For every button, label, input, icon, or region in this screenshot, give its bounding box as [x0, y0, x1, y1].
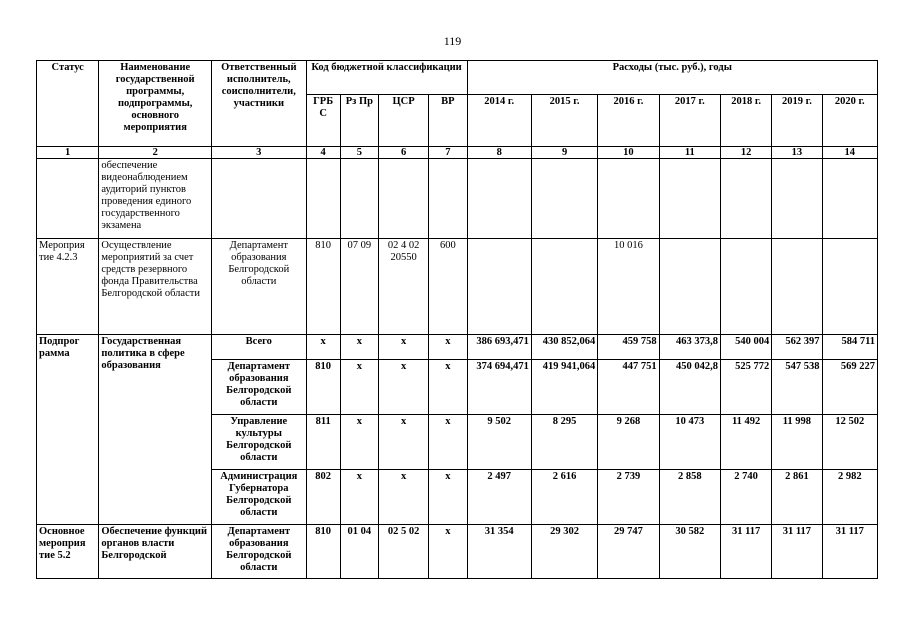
cell-vr: x: [429, 335, 467, 360]
header-csr: ЦСР: [378, 95, 428, 147]
cell-rzpr: [340, 159, 378, 239]
cell-value: 525 772: [720, 360, 771, 415]
cell-executor: Администрация Губернатора Белгородской области: [212, 470, 307, 525]
header-expenses: Расходы (тыс. руб.), годы: [467, 61, 878, 95]
cell-rzpr: x: [340, 470, 378, 525]
header-year: 2018 г.: [720, 95, 771, 147]
cell-rzpr: x: [340, 360, 378, 415]
cell-value: 30 582: [659, 525, 720, 579]
cell-value: 31 117: [822, 525, 877, 579]
column-number: 8: [467, 147, 531, 159]
header-name: Наименование государственной программы, подпрограммы, основного мероприятия: [99, 61, 212, 147]
cell-vr: 600: [429, 239, 467, 335]
cell-status: Подпрог рамма: [37, 335, 99, 525]
cell-value: 2 858: [659, 470, 720, 525]
cell-value: 419 941,064: [531, 360, 597, 415]
cell-vr: x: [429, 525, 467, 579]
column-number: 2: [99, 147, 212, 159]
table-row: [37, 159, 878, 239]
table-row: [37, 525, 878, 579]
cell-value: 31 117: [720, 525, 771, 579]
cell-vr: x: [429, 415, 467, 470]
column-number: 9: [531, 147, 597, 159]
cell-grbs: 810: [306, 525, 340, 579]
cell-executor: Департамент образования Белгородской области: [212, 360, 307, 415]
cell-grbs: 810: [306, 239, 340, 335]
cell-status: Мероприя тие 4.2.3: [37, 239, 99, 335]
header-grbs: ГРБ С: [306, 95, 340, 147]
cell-value: 9 502: [467, 415, 531, 470]
cell-value: 463 373,8: [659, 335, 720, 360]
cell-rzpr: x: [340, 335, 378, 360]
cell-csr: 02 4 02 20550: [378, 239, 428, 335]
cell-name: Обеспечение функций органов власти Белгородской: [99, 525, 212, 579]
header-year: 2020 г.: [822, 95, 877, 147]
cell-name: Осуществление мероприятий за счет средств резервного фонда Правительства Белгородской области: [99, 239, 212, 335]
header-year: 2015 г.: [531, 95, 597, 147]
cell-value: [772, 159, 822, 239]
column-number: 7: [429, 147, 467, 159]
cell-value: [720, 239, 771, 335]
cell-value: 12 502: [822, 415, 877, 470]
cell-csr: x: [378, 470, 428, 525]
header-year: 2017 г.: [659, 95, 720, 147]
cell-vr: [429, 159, 467, 239]
cell-value: 29 302: [531, 525, 597, 579]
column-number: 11: [659, 147, 720, 159]
cell-value: 8 295: [531, 415, 597, 470]
cell-value: 29 747: [598, 525, 659, 579]
cell-value: 569 227: [822, 360, 877, 415]
cell-name: обеспечение видеонаблюдением аудиторий пунктов проведения единого государственного экзамена: [99, 159, 212, 239]
table-row: [37, 335, 878, 360]
cell-executor: Департамент образования Белгородской области: [212, 525, 307, 579]
cell-value: [531, 239, 597, 335]
cell-value: 31 354: [467, 525, 531, 579]
cell-grbs: 811: [306, 415, 340, 470]
cell-value: [822, 159, 877, 239]
cell-executor: Всего: [212, 335, 307, 360]
header-year: 2019 г.: [772, 95, 822, 147]
cell-value: [467, 239, 531, 335]
cell-value: [822, 239, 877, 335]
cell-value: 386 693,471: [467, 335, 531, 360]
cell-value: 430 852,064: [531, 335, 597, 360]
cell-value: 584 711: [822, 335, 877, 360]
cell-value: 2 497: [467, 470, 531, 525]
cell-csr: [378, 159, 428, 239]
table-row: [37, 239, 878, 335]
column-number: 1: [37, 147, 99, 159]
cell-executor: Управление культуры Белгородской области: [212, 415, 307, 470]
cell-value: 547 538: [772, 360, 822, 415]
cell-rzpr: 07 09: [340, 239, 378, 335]
column-number: 5: [340, 147, 378, 159]
column-number: 14: [822, 147, 877, 159]
cell-grbs: 802: [306, 470, 340, 525]
cell-csr: x: [378, 335, 428, 360]
cell-value: 450 042,8: [659, 360, 720, 415]
cell-status: [37, 159, 99, 239]
cell-value: 2 740: [720, 470, 771, 525]
column-number: 10: [598, 147, 659, 159]
cell-value: 10 016: [598, 239, 659, 335]
cell-executor: [212, 159, 307, 239]
cell-value: 2 982: [822, 470, 877, 525]
header-vr: ВР: [429, 95, 467, 147]
column-number: 3: [212, 147, 307, 159]
cell-csr: 02 5 02: [378, 525, 428, 579]
cell-value: 10 473: [659, 415, 720, 470]
cell-value: [467, 159, 531, 239]
cell-value: [659, 239, 720, 335]
cell-value: 459 758: [598, 335, 659, 360]
cell-executor: Департамент образования Белгородской области: [212, 239, 307, 335]
cell-value: 2 616: [531, 470, 597, 525]
cell-name: Государственная политика в сфере образования: [99, 335, 212, 525]
header-executor: Ответственный исполнитель, соисполнители, участники: [212, 61, 307, 147]
column-number: 6: [378, 147, 428, 159]
cell-vr: x: [429, 360, 467, 415]
column-number: 12: [720, 147, 771, 159]
header-year: 2014 г.: [467, 95, 531, 147]
cell-csr: x: [378, 360, 428, 415]
header-budget-code: Код бюджетной классификации: [306, 61, 467, 95]
cell-value: 11 998: [772, 415, 822, 470]
cell-status: Основное мероприя тие 5.2: [37, 525, 99, 579]
cell-value: [720, 159, 771, 239]
cell-grbs: x: [306, 335, 340, 360]
cell-grbs: 810: [306, 360, 340, 415]
cell-vr: x: [429, 470, 467, 525]
cell-value: [659, 159, 720, 239]
cell-value: [772, 239, 822, 335]
cell-value: 9 268: [598, 415, 659, 470]
cell-value: [531, 159, 597, 239]
cell-csr: x: [378, 415, 428, 470]
cell-value: 447 751: [598, 360, 659, 415]
cell-value: 2 739: [598, 470, 659, 525]
cell-value: 540 004: [720, 335, 771, 360]
column-number: 4: [306, 147, 340, 159]
cell-value: [598, 159, 659, 239]
cell-rzpr: 01 04: [340, 525, 378, 579]
column-number-row: [37, 147, 878, 159]
column-number: 13: [772, 147, 822, 159]
cell-grbs: [306, 159, 340, 239]
cell-value: 11 492: [720, 415, 771, 470]
cell-value: 562 397: [772, 335, 822, 360]
page-number: 119: [443, 34, 462, 48]
cell-value: 374 694,471: [467, 360, 531, 415]
header-rzpr: Рз Пр: [340, 95, 378, 147]
cell-rzpr: x: [340, 415, 378, 470]
cell-value: 31 117: [772, 525, 822, 579]
header-year: 2016 г.: [598, 95, 659, 147]
header-status: Статус: [37, 61, 99, 147]
budget-table: [36, 60, 878, 579]
cell-value: 2 861: [772, 470, 822, 525]
